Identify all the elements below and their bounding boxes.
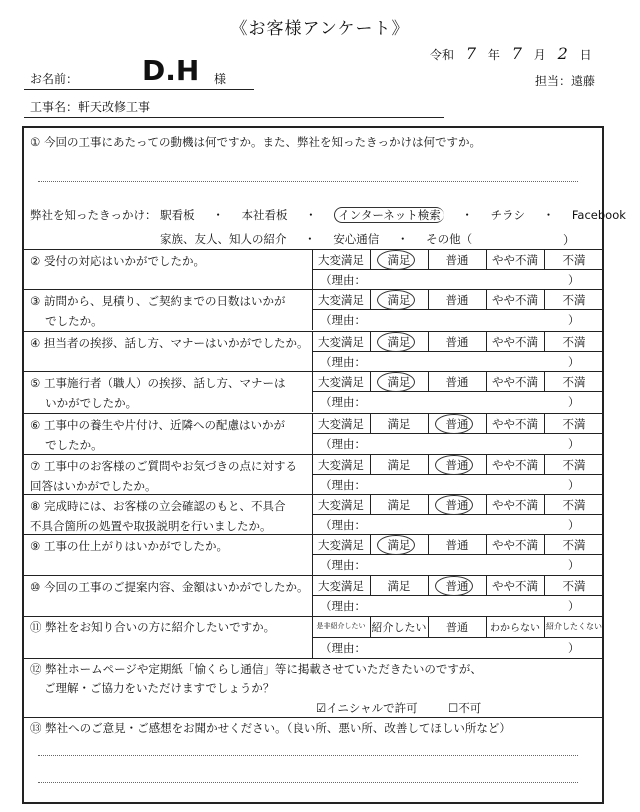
cell-divider <box>428 534 429 554</box>
rating-option[interactable]: 普通 <box>445 538 469 552</box>
question-text: 回答はいかがでしたか。 <box>30 479 157 493</box>
reason-label[interactable]: （理由： <box>320 599 366 613</box>
name-underline <box>24 89 254 90</box>
rating-option[interactable]: やや不満 <box>492 579 538 593</box>
cell-divider <box>428 331 429 351</box>
q1-answer-line[interactable] <box>38 181 578 182</box>
customer-name-label: お名前： <box>30 72 79 86</box>
rating-option[interactable]: やや不満 <box>492 293 538 307</box>
date-month: 7 <box>511 44 522 63</box>
q12-allow-label: イニシャルで許可 <box>326 701 418 715</box>
question-text: ④ 担当者の挨拶、話し方、マナーはいかがでしたか。 <box>30 336 309 350</box>
cell-divider <box>428 575 429 595</box>
rating-option[interactable]: 普通 <box>445 253 469 267</box>
customer-name-suffix: 様 <box>214 72 227 86</box>
cell-divider <box>544 616 545 637</box>
selected-circle <box>377 250 415 270</box>
q11-option[interactable]: 普通 <box>446 621 468 634</box>
reason-close: ） <box>568 355 580 369</box>
row-divider <box>22 534 604 535</box>
cell-divider <box>544 249 545 269</box>
date <box>430 44 600 63</box>
rating-option[interactable]: 不満 <box>562 538 586 552</box>
rating-option[interactable]: 満足 <box>387 335 411 349</box>
cell-divider <box>544 454 545 474</box>
selected-circle <box>377 290 415 310</box>
q12-line2: ご理解・ご協力をいただけますでしょうか？ <box>44 681 275 695</box>
q1-sources-label: 弊社を知ったきっかけ： <box>30 208 157 222</box>
cell-divider <box>486 413 487 433</box>
cell-divider <box>486 249 487 269</box>
q1-source[interactable]: チラシ <box>490 208 526 222</box>
q1-sources-row2 <box>160 231 472 247</box>
rating-option[interactable]: 普通 <box>445 375 469 389</box>
row-divider <box>22 717 604 718</box>
cell-divider <box>486 534 487 554</box>
reason-label[interactable]: （理由： <box>320 518 366 532</box>
row-divider <box>22 413 604 414</box>
cell-divider <box>486 454 487 474</box>
q1-text: ① 今回の工事にあたっての動機は何ですか。また、弊社を知ったきっかけは何ですか。 <box>30 135 481 149</box>
selected-circle <box>435 576 473 596</box>
reason-close: ） <box>568 437 580 451</box>
customer-name-value[interactable]: D.H <box>142 54 200 87</box>
date-era: 令和 <box>430 48 455 62</box>
rating-option[interactable]: やや不満 <box>492 417 538 431</box>
rating-option[interactable]: 不満 <box>562 417 586 431</box>
reason-close: ） <box>568 558 580 572</box>
q13-answer-line[interactable] <box>38 755 578 756</box>
cell-divider <box>370 289 371 309</box>
rating-option[interactable]: 大変満足 <box>318 293 364 307</box>
rating-option[interactable]: 不満 <box>562 375 586 389</box>
rating-option[interactable]: 大変満足 <box>318 375 364 389</box>
cell-divider <box>486 616 487 637</box>
reason-close: ） <box>568 599 580 613</box>
rating-option[interactable]: 大変満足 <box>318 538 364 552</box>
q1-source[interactable]: 安心通信 <box>333 232 380 246</box>
question-text: でしたか。 <box>30 438 103 452</box>
cell-divider <box>370 494 371 514</box>
rating-option[interactable]: 不満 <box>562 498 586 512</box>
checked-checkbox-icon[interactable]: ☑ <box>316 701 327 715</box>
q1-source-other[interactable]: その他（ <box>426 232 473 246</box>
rating-option[interactable]: 大変満足 <box>318 498 364 512</box>
cell-divider <box>428 371 429 391</box>
cell-divider <box>544 371 545 391</box>
date-year: 7 <box>465 44 477 63</box>
cell-divider <box>370 616 371 637</box>
rating-option[interactable]: 普通 <box>445 579 469 593</box>
rating-option[interactable]: 普通 <box>445 458 469 472</box>
cell-divider <box>428 494 429 514</box>
question-text: いかがでしたか。 <box>30 396 138 410</box>
q11-text: ⑪ 弊社をお知り合いの方に紹介したいですか。 <box>30 620 276 634</box>
q12-deny-option[interactable] <box>448 700 481 718</box>
rating-option[interactable]: やや不満 <box>492 538 538 552</box>
question-text: 不具合箇所の処置や取扱説明を行いましたか。 <box>30 519 272 533</box>
question-text: ⑤ 工事施行者（職人）の挨拶、話し方、マナーは <box>30 376 286 390</box>
reason-close: ） <box>568 273 580 287</box>
separator-dot: ・ <box>305 208 317 222</box>
q11-option[interactable]: 是非紹介したい <box>316 622 366 630</box>
row-divider <box>22 289 604 290</box>
q13-answer-line[interactable] <box>38 782 578 783</box>
cell-divider <box>370 371 371 391</box>
reason-label[interactable]: （理由： <box>320 558 366 572</box>
row-divider <box>22 371 604 372</box>
q11-mid-line <box>312 637 604 638</box>
rating-option[interactable]: やや不満 <box>492 498 538 512</box>
rating-mid-line <box>312 554 604 555</box>
row-divider <box>22 331 604 332</box>
rating-option[interactable]: 大変満足 <box>318 579 364 593</box>
rating-option[interactable]: やや不満 <box>492 458 538 472</box>
page-title: 《お客様アンケート》 <box>230 19 410 39</box>
question-text: ⑨ 工事の仕上がりはいかがでしたか。 <box>30 539 228 553</box>
staff-name: 担当：遠藤 <box>535 74 596 88</box>
cell-divider <box>486 331 487 351</box>
question-text: ⑩ 今回の工事のご提案内容、金額はいかがでしたか。 <box>30 580 309 594</box>
cell-divider <box>370 413 371 433</box>
q1-source[interactable]: 家族、友人、知人の紹介 <box>160 232 287 246</box>
q1-source[interactable]: 駅看板 <box>160 208 195 222</box>
q11-options <box>312 616 604 637</box>
rating-option[interactable]: 満足 <box>387 293 411 307</box>
selected-circle <box>435 455 473 475</box>
cell-divider <box>544 331 545 351</box>
cell-divider <box>486 289 487 309</box>
date-month-unit: 月 <box>533 48 546 62</box>
row-divider <box>22 575 604 576</box>
question-text: ③ 訪問から、見積り、ご契約までの日数はいかが <box>30 294 286 308</box>
cell-divider <box>428 616 429 637</box>
separator-dot: ・ <box>542 208 555 222</box>
q11-option[interactable]: 紹介したくない <box>546 622 602 631</box>
separator-dot: ・ <box>461 208 473 222</box>
rating-option[interactable]: 普通 <box>445 335 469 349</box>
cell-divider <box>486 494 487 514</box>
work-name-underline <box>24 117 444 118</box>
cell-divider <box>370 249 371 269</box>
question-text: ⑦ 工事中のお客様のご質問やお気づきの点に対する <box>30 459 297 473</box>
question-text: ② 受付の対応はいかがでしたか。 <box>30 254 205 268</box>
q1-source[interactable]: Facebook <box>571 208 626 222</box>
separator-dot: ・ <box>396 232 409 246</box>
row-divider <box>22 658 604 659</box>
q11-reason-label[interactable]: （理由： <box>320 641 366 655</box>
reason-label[interactable]: （理由： <box>320 313 366 327</box>
rating-option[interactable]: 不満 <box>562 335 586 349</box>
rating-option[interactable]: 普通 <box>445 417 469 431</box>
cell-divider <box>544 289 545 309</box>
cell-divider <box>428 289 429 309</box>
separator-dot: ・ <box>212 208 224 222</box>
rating-option[interactable]: 普通 <box>445 293 469 307</box>
rating-option[interactable]: 満足 <box>387 417 411 431</box>
row-divider <box>22 494 604 495</box>
selected-circle <box>377 535 415 555</box>
q1-source-selected[interactable]: インターネット検索 <box>334 207 443 223</box>
rating-option[interactable]: 大変満足 <box>318 253 364 267</box>
rating-option[interactable]: 満足 <box>387 538 411 552</box>
selected-circle <box>377 332 415 352</box>
q11-option[interactable]: 紹介したい <box>371 621 427 634</box>
rating-option[interactable]: 不満 <box>562 253 586 267</box>
rating-option[interactable]: 大変満足 <box>318 335 364 349</box>
selected-circle <box>435 495 473 515</box>
rating-option[interactable]: 満足 <box>387 579 411 593</box>
q1-source[interactable]: 本社看板 <box>241 208 288 222</box>
date-year-unit: 年 <box>487 48 500 62</box>
rating-option[interactable]: やや不満 <box>492 375 538 389</box>
rating-option[interactable]: 不満 <box>562 579 586 593</box>
q12-allow-option[interactable] <box>316 700 418 718</box>
separator-dot: ・ <box>304 232 316 246</box>
cell-divider <box>544 494 545 514</box>
reason-label[interactable]: （理由： <box>320 478 366 492</box>
row-divider <box>22 454 604 455</box>
rating-option[interactable]: 満足 <box>387 458 411 472</box>
question-text: ⑥ 工事中の養生や片付け、近隣への配慮はいかが <box>30 418 286 432</box>
q11-reason-close: ） <box>568 641 580 655</box>
q12-deny-label: 不可 <box>458 701 482 715</box>
cell-divider <box>428 249 429 269</box>
reason-close: ） <box>568 313 580 327</box>
rating-mid-line <box>312 391 604 392</box>
selected-circle <box>377 372 415 392</box>
work-name: 工事名：軒天改修工事 <box>30 100 151 114</box>
reason-close: ） <box>568 478 580 492</box>
cell-divider <box>486 575 487 595</box>
q1-other-close: ） <box>563 233 576 247</box>
cell-divider <box>486 371 487 391</box>
rating-option[interactable]: 不満 <box>562 458 586 472</box>
cell-divider <box>428 413 429 433</box>
cell-divider <box>370 575 371 595</box>
rating-option[interactable]: やや不満 <box>492 253 538 267</box>
rating-mid-line <box>312 351 604 352</box>
cell-divider <box>370 534 371 554</box>
rating-option[interactable]: 満足 <box>387 253 411 267</box>
question-text: ⑧ 完成時には、お客様の立会確認のもと、不具合 <box>30 499 286 513</box>
rating-option[interactable]: 普通 <box>445 498 469 512</box>
reason-label[interactable]: （理由： <box>320 273 366 287</box>
rating-option[interactable]: 不満 <box>562 293 586 307</box>
cell-divider <box>370 454 371 474</box>
rating-option[interactable]: 満足 <box>387 375 411 389</box>
cell-divider <box>544 575 545 595</box>
reason-label[interactable]: （理由： <box>320 437 366 451</box>
cell-divider <box>428 454 429 474</box>
cell-divider <box>544 534 545 554</box>
rating-option[interactable]: 大変満足 <box>318 458 364 472</box>
reason-close: ） <box>568 395 580 409</box>
reason-close: ） <box>568 518 580 532</box>
selected-circle <box>435 414 473 434</box>
rating-option[interactable]: やや不満 <box>492 335 538 349</box>
rating-option[interactable]: 大変満足 <box>318 417 364 431</box>
rating-mid-line <box>312 309 604 310</box>
reason-label[interactable]: （理由： <box>320 355 366 369</box>
date-day-unit: 日 <box>579 48 592 62</box>
checkbox-icon[interactable]: ☐ <box>448 701 459 715</box>
q1-sources-row1 <box>30 207 626 223</box>
date-day: 2 <box>557 44 568 63</box>
rating-option[interactable]: 満足 <box>387 498 411 512</box>
question-text: でしたか。 <box>30 314 103 328</box>
cell-divider <box>544 413 545 433</box>
reason-label[interactable]: （理由： <box>320 395 366 409</box>
q12-line1: ⑫ 弊社ホームページや定期紙「愉くらし通信」等に掲載させていただきたいのですが、 <box>30 662 482 676</box>
q11-option[interactable]: わからない <box>490 623 540 634</box>
cell-divider <box>370 331 371 351</box>
row-divider <box>22 249 604 250</box>
rating-mid-line <box>312 269 604 270</box>
q13-text: ⑬ 弊社へのご意見・ご感想をお聞かせください。（良い所、悪い所、改善してほしい所など） <box>30 721 511 735</box>
